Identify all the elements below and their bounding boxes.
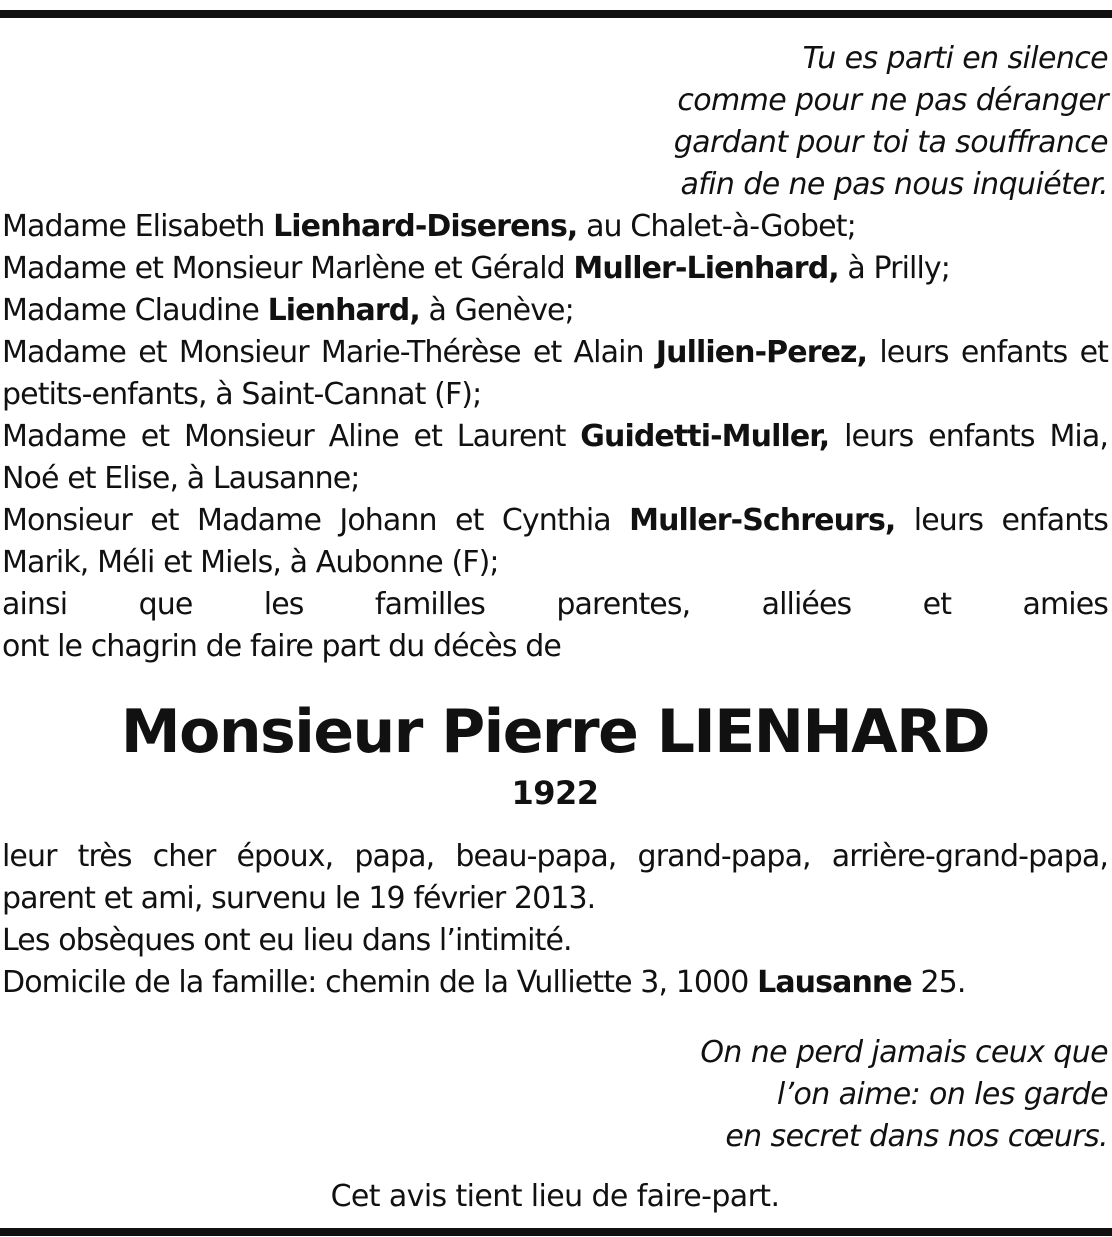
funeral-text: Les obsèques ont eu lieu dans l’intimité. bbox=[2, 923, 572, 958]
family-surname: Guidetti-Muller, bbox=[580, 419, 830, 454]
family-surname: Muller-Lienhard, bbox=[573, 251, 839, 286]
domicile-text: Domicile de la famille: chemin de la Vulliette 3, 1000 Lausanne 25. bbox=[2, 965, 966, 1000]
bottom-border-rule bbox=[0, 1228, 1112, 1236]
verse-line: gardant pour toi ta souffrance bbox=[673, 125, 1108, 160]
family-entry: Madame et Monsieur Marlène et Gérald Muller-Lienhard, à Prilly; bbox=[2, 251, 950, 286]
closing-note: Cet avis tient lieu de faire-part. bbox=[330, 1179, 780, 1214]
family-surname: Muller-Schreurs, bbox=[629, 503, 896, 538]
verse-line: On ne perd jamais ceux que bbox=[700, 1035, 1108, 1070]
verse-line: en secret dans nos cœurs. bbox=[725, 1119, 1108, 1154]
family-surname: Lienhard-Diserens, bbox=[273, 209, 578, 244]
family-list bbox=[2, 206, 1108, 668]
verse-line: afin de ne pas nous inquiéter. bbox=[680, 167, 1108, 202]
opening-verse bbox=[2, 38, 1108, 206]
top-border-rule bbox=[0, 10, 1112, 18]
deceased-name: Monsieur Pierre LIENHARD bbox=[120, 697, 990, 767]
verse-line: Tu es parti en silence bbox=[802, 41, 1108, 76]
details-block bbox=[2, 836, 1108, 1004]
closing-verse bbox=[2, 1032, 1108, 1158]
family-entry: Madame et Monsieur Aline et Laurent Guidetti-Muller, leurs enfants Mia, Noé et Elise, à Lausanne; bbox=[2, 419, 1108, 496]
birth-year: 1922 bbox=[511, 774, 599, 812]
extended-family-line: ainsi que les familles parentes, alliées et amies bbox=[2, 587, 1108, 622]
family-entry: Monsieur et Madame Johann et Cynthia Muller-Schreurs, leurs enfants Marik, Méli et Miels, à Aubonne (F); bbox=[2, 503, 1108, 580]
verse-line: l’on aime: on les garde bbox=[776, 1077, 1108, 1112]
announcement-line: ont le chagrin de faire part du décès de bbox=[2, 629, 561, 664]
domicile-city: Lausanne bbox=[757, 965, 912, 1000]
family-surname: Lienhard, bbox=[267, 293, 420, 328]
verse-line: comme pour ne pas déranger bbox=[677, 83, 1108, 118]
description-text: leur très cher époux, papa, beau-papa, grand-papa, arrière-grand-papa, parent et ami, survenu le 19 février 2013. bbox=[2, 839, 1108, 916]
family-entry: Madame Elisabeth Lienhard-Diserens, au Chalet-à-Gobet; bbox=[2, 209, 856, 244]
obituary-notice bbox=[2, 38, 1108, 1218]
family-entry: Madame et Monsieur Marie-Thérèse et Alain Jullien-Perez, leurs enfants et petits-enfants, à Saint-Cannat (F); bbox=[2, 335, 1108, 412]
family-entry: Madame Claudine Lienhard, à Genève; bbox=[2, 293, 574, 328]
family-surname: Jullien-Perez, bbox=[655, 335, 868, 370]
